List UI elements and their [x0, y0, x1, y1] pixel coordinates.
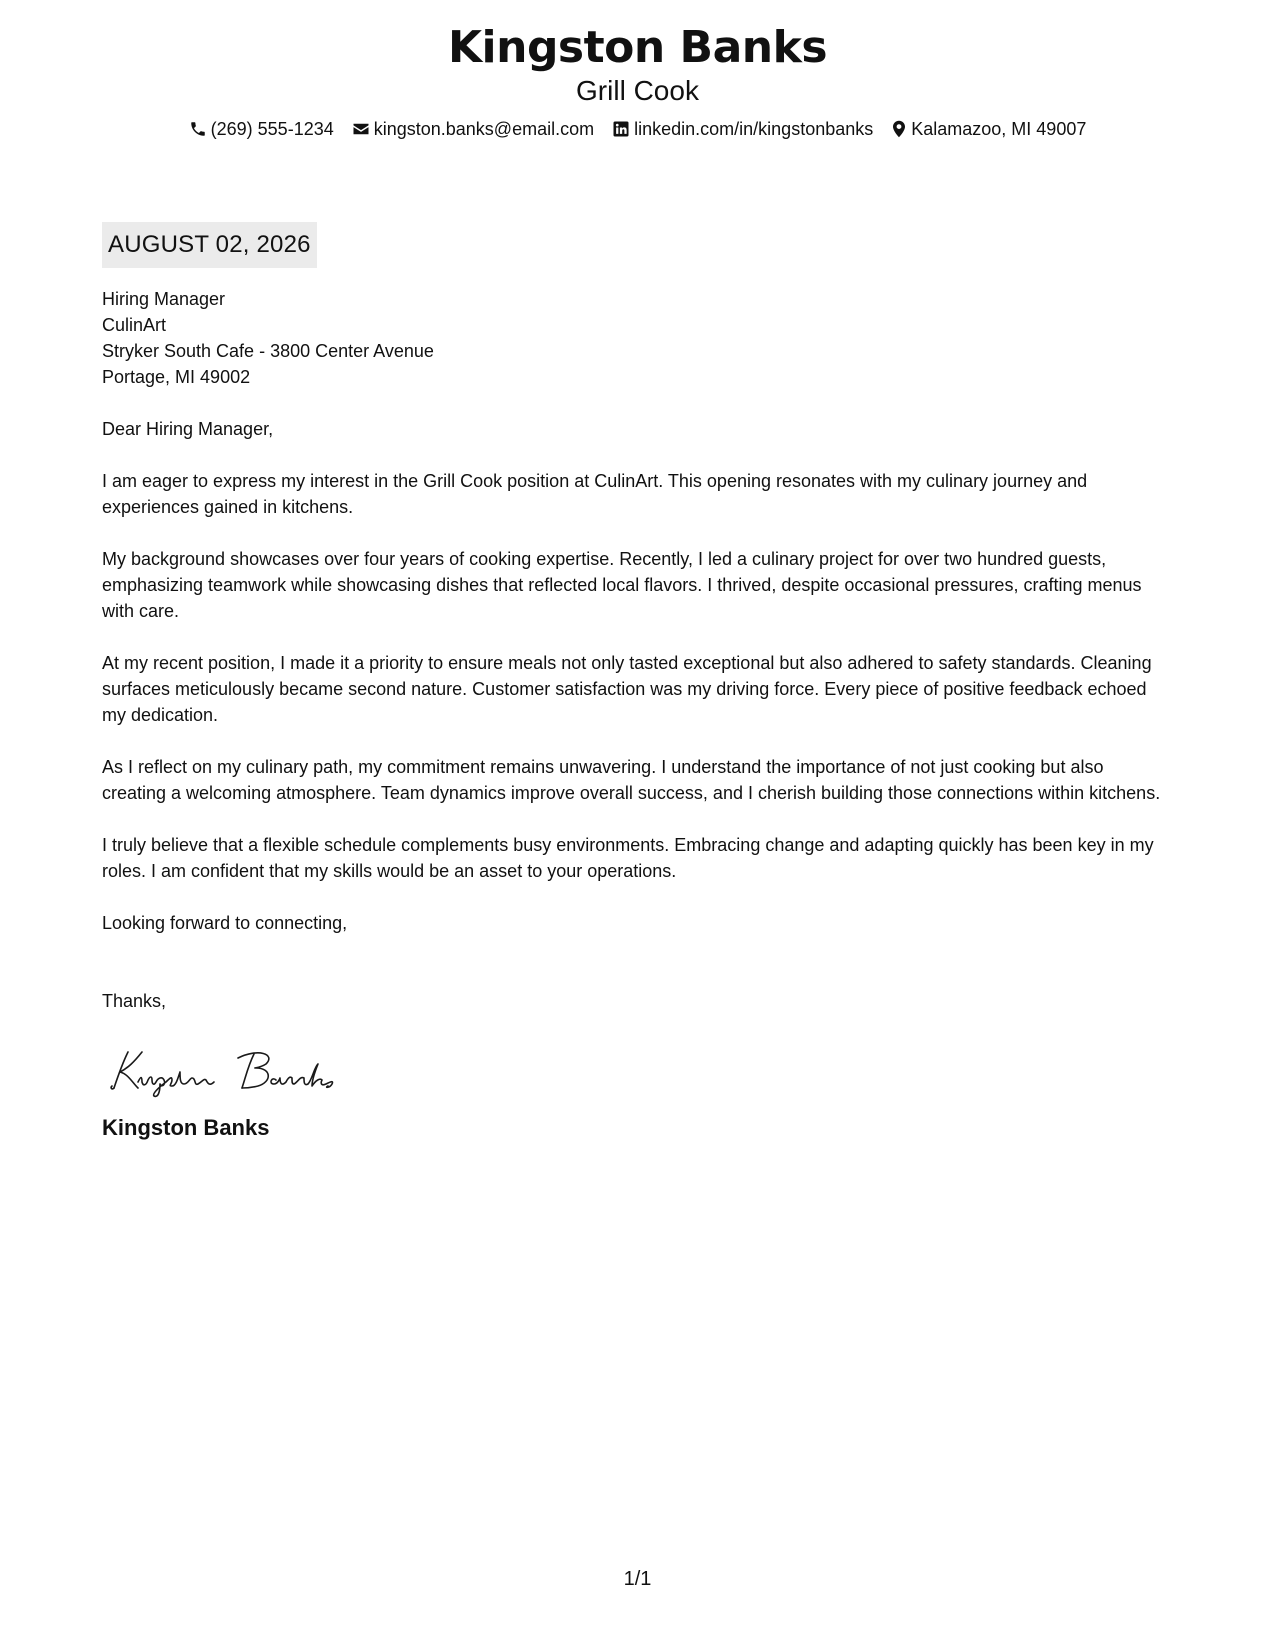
email-text: kingston.banks@email.com: [373, 119, 595, 139]
paragraph-2: My background showcases over four years of cooking expertise. Recently, I led a culinary project for over two hundred guests, emphasizing teamwork while showcasing dishes that reflected local flavors. I thrived, despite occasional pressures, crafting menus with care.: [102, 549, 1142, 621]
linkedin-text: linkedin.com/in/kingstonbanks: [634, 119, 874, 139]
contact-email: [352, 116, 594, 142]
recipient-block: [102, 286, 1172, 390]
paragraph-3: At my recent position, I made it a priority to ensure meals not only tasted exceptional but also adhered to safety standards. Cleaning surfaces meticulously became second nature. Customer satisfaction was my driving force. Every piece of positive feedback echoed my dedication.: [102, 653, 1152, 725]
letter-body: [102, 222, 1172, 1142]
salutation: Dear Hiring Manager,: [102, 419, 274, 439]
recipient-name: Hiring Manager: [102, 289, 226, 309]
page-number: 1/1: [623, 1568, 652, 1590]
contact-linkedin: [612, 116, 873, 142]
handwritten-signature: [108, 1042, 1172, 1100]
letter-header: [0, 22, 1275, 142]
recipient-street: Stryker South Cafe - 3800 Center Avenue: [102, 341, 434, 361]
location-text: Kalamazoo, MI 49007: [911, 119, 1087, 139]
map-pin-icon: [891, 120, 907, 138]
signer-name: Kingston Banks: [102, 1115, 270, 1140]
closing-line: Looking forward to connecting,: [102, 913, 348, 933]
letter-date: AUGUST 02, 2026: [102, 222, 317, 268]
contact-location: [891, 116, 1086, 142]
paragraph-4: As I reflect on my culinary path, my commitment remains unwavering. I understand the importance of not just cooking but also creating a welcoming atmosphere. Team dynamics improve overall success, and I cherish building those connections within kitchens.: [102, 757, 1161, 803]
phone-text: (269) 555-1234: [210, 119, 334, 139]
applicant-name: Kingston Banks: [447, 22, 828, 73]
contact-bar: [0, 116, 1275, 142]
linkedin-icon: [612, 120, 630, 138]
applicant-title: Grill Cook: [576, 75, 699, 106]
phone-icon: [189, 120, 207, 138]
signoff: Thanks,: [102, 991, 167, 1011]
paragraph-1: I am eager to express my interest in the Grill Cook position at CulinArt. This opening resonates with my culinary journey and experiences gained in kitchens.: [102, 471, 1088, 517]
contact-phone: [189, 116, 334, 142]
signature-image: [108, 1042, 358, 1100]
recipient-company: CulinArt: [102, 315, 167, 335]
recipient-city: Portage, MI 49002: [102, 367, 251, 387]
envelope-icon: [352, 120, 370, 138]
paragraph-5: I truly believe that a flexible schedule complements busy environments. Embracing change and adapting quickly has been key in my roles. I am confident that my skills would be an asset to your operations.: [102, 835, 1154, 881]
